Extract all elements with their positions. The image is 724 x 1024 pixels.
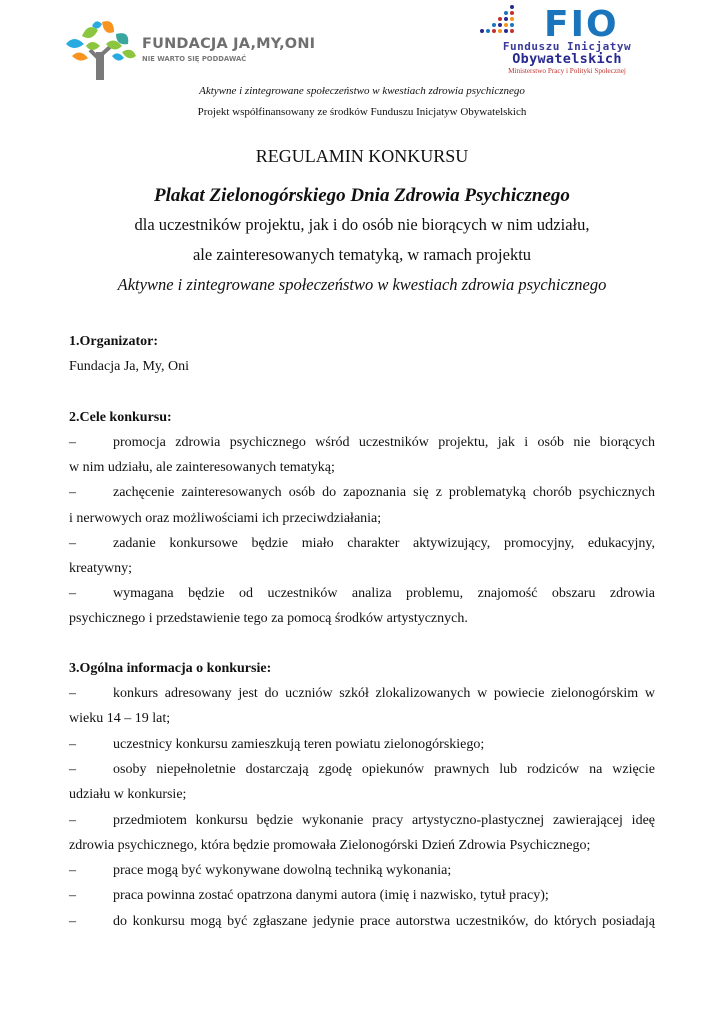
info-item-4-line-1: przedmiotem konkursu będzie wykonanie pracy artystyczno-plastycznej zawierającej ideę	[113, 813, 655, 828]
section-heading-general: 3.Ogólna informacja o konkursie:	[69, 661, 272, 676]
fio-logo	[476, 2, 651, 80]
document-title: REGULAMIN KONKURSU	[255, 146, 469, 166]
list-dash: –	[69, 813, 76, 828]
section-heading-goals: 2.Cele konkursu:	[69, 410, 172, 425]
list-dash: –	[69, 536, 76, 551]
list-dash: –	[69, 485, 76, 500]
list-dash: –	[69, 686, 76, 701]
goal-item-1-line-1: promocja zdrowia psychicznego wśród uczestników projektu, jak i osób nie biorących	[113, 435, 655, 450]
info-item-2-line-1: uczestnicy konkursu zamieszkują teren powiatu zielonogórskiego;	[113, 737, 485, 752]
fio-acronym: FIO	[544, 4, 619, 42]
goal-item-4-line-1: wymagana będzie od uczestników analiza problemu, znajomość obszaru zdrowia	[113, 586, 655, 601]
tree-icon	[62, 16, 140, 82]
info-item-6-line-1: praca powinna zostać opatrzona danymi autora (imię i nazwisko, tytuł pracy);	[113, 888, 549, 903]
title-line-3: Aktywne i zintegrowane społeczeństwo w kwestiach zdrowia psychicznego	[117, 275, 607, 294]
info-item-1-line-2: wieku 14 – 19 lat;	[69, 711, 171, 726]
title-line-2: ale zainteresowanych tematyką, w ramach projektu	[192, 245, 532, 264]
list-dash: –	[69, 435, 76, 450]
fundacja-name: FUNDACJA JA,MY,ONI	[142, 36, 316, 52]
info-item-4-line-2: zdrowia psychicznego, która będzie promowała Zielonogórski Dzień Zdrowia Psychicznego;	[69, 838, 591, 853]
list-dash: –	[69, 863, 76, 878]
info-item-1-line-1: konkurs adresowany jest do uczniów szkół zlokalizowanych w powiecie zielonogórskim w	[113, 686, 655, 701]
list-dash: –	[69, 737, 76, 752]
fio-line1: Funduszu Inicjatyw	[502, 40, 632, 53]
organizer-text: Fundacja Ja, My, Oni	[69, 359, 190, 374]
info-item-3-line-2: udziału w konkursie;	[69, 787, 187, 802]
list-dash: –	[69, 888, 76, 903]
list-dash: –	[69, 586, 76, 601]
goal-item-2-line-1: zachęcenie zainteresowanych osób do zapoznania się z problematyką chorób psychicznych	[113, 485, 655, 500]
section-heading-organizer: 1.Organizator:	[69, 334, 159, 349]
list-dash: –	[69, 762, 76, 777]
goal-item-1-line-2: w nim udziału, ale zainteresowanych tematyką;	[69, 460, 335, 475]
fio-ministry: Ministerstwo Pracy i Polityki Społecznej	[508, 67, 626, 75]
goal-item-4-line-2: psychicznego i przedstawienie tego za pomocą środków artystycznych.	[69, 611, 468, 626]
funding-note: Projekt współfinansowany ze środków Funduszu Inicjatyw Obywatelskich	[197, 106, 527, 118]
title-line-1: dla uczestników projektu, jak i do osób nie biorących w nim udziału,	[134, 215, 590, 234]
goal-item-3-line-1: zadanie konkursowe będzie miało charakter aktywizujący, promocyjny, edukacyjny,	[113, 536, 655, 551]
project-note: Aktywne i zintegrowane społeczeństwo w kwestiach zdrowia psychicznego	[199, 85, 525, 97]
goal-item-3-line-2: kreatywny;	[69, 561, 132, 576]
fio-line2: Obywatelskich	[512, 51, 622, 67]
fundacja-logo	[62, 16, 316, 82]
contest-subtitle: Plakat Zielonogórskiego Dnia Zdrowia Psychicznego	[154, 185, 570, 206]
info-item-7-line-1: do konkursu mogą być zgłaszane jedynie prace autorstwa uczestników, do których posiadają	[113, 914, 655, 929]
info-item-5-line-1: prace mogą być wykonywane dowolną techniką wykonania;	[113, 863, 452, 878]
list-dash: –	[69, 914, 76, 929]
goal-item-2-line-2: i nerwowych oraz możliwościami ich przeciwdziałania;	[69, 511, 382, 526]
info-item-3-line-1: osoby niepełnoletnie dostarczają zgodę opiekunów prawnych lub rodziców na wzięcie	[113, 762, 655, 777]
dots-icon	[480, 5, 514, 33]
fundacja-tagline: NIE WARTO SIĘ PODDAWAĆ	[142, 55, 247, 63]
